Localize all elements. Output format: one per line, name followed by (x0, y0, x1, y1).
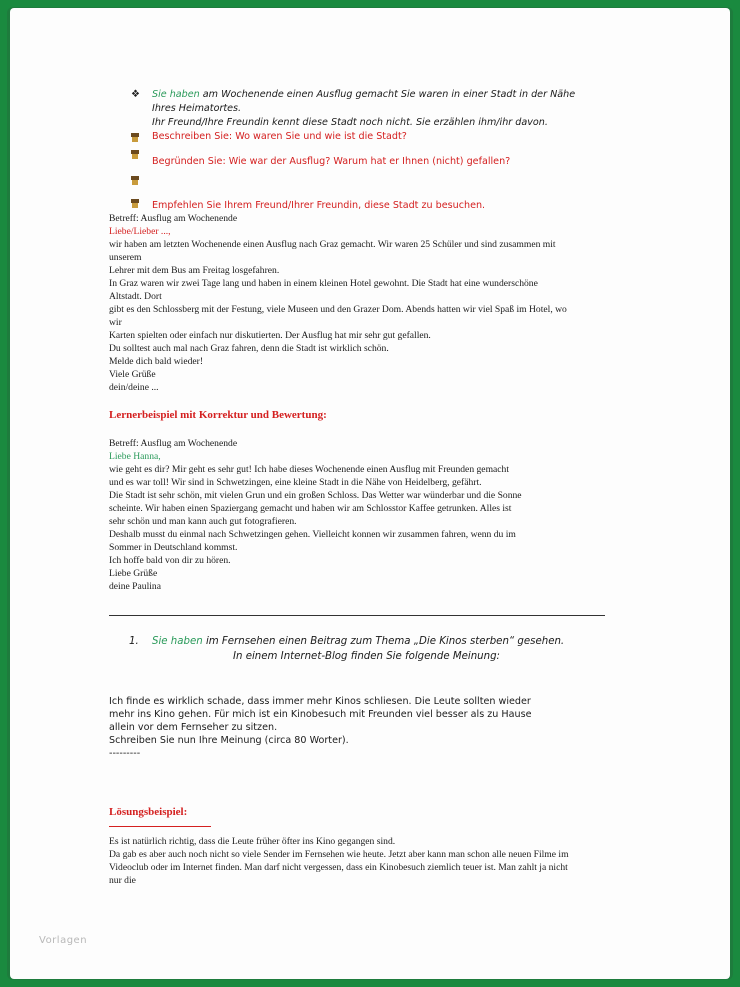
section2-line: deine Paulina (109, 581, 161, 592)
flag-bullet-icon (131, 199, 139, 208)
section2-line: wie geht es dir? Mir geht es sehr gut! Ich habe dieses Wochenende einen Ausflug mit Freunden gemacht (109, 464, 510, 475)
task2-lead: Sie haben (152, 636, 203, 647)
task1-point-4: Empfehlen Sie Ihrem Freund/Ihrer Freundin, diese Stadt zu besuchen. (152, 200, 486, 211)
task1-lead: Sie haben (152, 89, 200, 100)
letter1-line: In Graz waren wir zwei Tage lang und haben in einem kleinen Hotel gewohnt. Die Stadt hat eine wunderschöne (109, 278, 538, 289)
letter1-subject: Betreff: Ausflug am Wochenende (109, 213, 238, 224)
letter1-signature: dein/deine ... (109, 382, 159, 393)
opinion-line: Ich finde es wirklich schade, dass immer mehr Kinos schliesen. Die Leute sollten wieder (109, 696, 531, 707)
letter1-line: Melde dich bald wieder! (109, 356, 204, 367)
letter1-greeting: Liebe/Lieber ..., (109, 226, 171, 237)
solution-heading: Lösungsbeispiel: (109, 806, 188, 818)
opinion-dashes: --------- (109, 748, 141, 759)
solution-line: Da gab es aber auch noch nicht so viele Sender im Fernsehen wie heute. Jetzt aber kann man schon alle neuen Filme im (109, 849, 569, 860)
letter1-line: wir haben am letzten Wochenende einen Ausflug nach Graz gemacht. Wir waren 25 Schüler und sind zusammen mit (109, 239, 556, 250)
opinion-line: allein vor dem Fernseher zu sitzen. (109, 722, 278, 733)
task1-line2: Ihres Heimatortes. (152, 103, 242, 114)
flag-bullet-icon (131, 150, 139, 159)
section2-heading: Lernerbeispiel mit Korrektur und Bewertung: (109, 409, 327, 421)
section2-line: scheinte. Wir haben einen Spaziergang gemacht und haben wir am Schlosstor Kaffee getrunken. Alles ist (109, 503, 512, 514)
section2-line: Ich hoffe bald von dir zu hören. (109, 555, 231, 566)
section2-line: Deshalb musst du einmal nach Schwetzingen gehen. Vielleicht konnen wir zusammen fahren, wenn du im (109, 529, 516, 540)
letter1-line: gibt es den Schlossberg mit der Festung, viele Museen und den Grazer Dom. Abends hatten wir viel Spaß im Hotel, wo (109, 304, 567, 315)
solution-line: Es ist natürlich richtig, dass die Leute früher öfter ins Kino gegangen sind. (109, 836, 396, 847)
task2-number: 1. (129, 636, 139, 647)
watermark-label: Vorlagen (39, 935, 88, 946)
solution-line: Videoclub oder im Internet finden. Man darf nicht vergessen, dass ein Kinobesuch ziemlich teuer ist. Man zahlt ja nicht (109, 862, 568, 873)
opinion-line: Schreiben Sie nun Ihre Meinung (circa 80 Worter). (109, 735, 349, 746)
section2-line: Liebe Grüße (109, 568, 158, 579)
task1-point-1: Beschreiben Sie: Wo waren Sie und wie ist die Stadt? (152, 131, 407, 142)
diamond-bullet-icon: ❖ (131, 89, 140, 100)
letter1-line: Du solltest auch mal nach Graz fahren, denn die Stadt ist wirklich schön. (109, 343, 389, 354)
task1-line1 (152, 89, 575, 100)
task2-line2: In einem Internet-Blog finden Sie folgende Meinung: (233, 651, 500, 662)
task1-point-2: Begründen Sie: Wie war der Ausflug? Warum hat er Ihnen (nicht) gefallen? (152, 156, 511, 167)
letter1-line: Lehrer mit dem Bus am Freitag losgefahren. (109, 265, 280, 276)
letter1-line: Karten spielten oder einfach nur diskutierten. Der Ausflug hat mir sehr gut gefallen. (109, 330, 431, 341)
section2-line: Sommer in Deutschland kommst. (109, 542, 238, 553)
horizontal-rule (109, 615, 605, 616)
section2-subject: Betreff: Ausflug am Wochenende (109, 438, 238, 449)
section2-greeting: Liebe Hanna, (109, 451, 161, 462)
solution-underline (109, 826, 211, 827)
section2-line: sehr schön und man kann auch gut fotografieren. (109, 516, 297, 527)
letter1-line: Altstadt. Dort (109, 291, 162, 302)
section2-line: Die Stadt ist sehr schön, mit vielen Grun und ein großen Schloss. Das Wetter war wünderbar und die Sonne (109, 490, 522, 501)
section2-line: und es war toll! Wir sind in Schwetzingen, eine kleine Stadt in die Nähe von Heidelberg, gefährt. (109, 477, 482, 488)
task2-line1 (152, 636, 564, 647)
flag-bullet-icon (131, 133, 139, 142)
task1-lead-rest: am Wochenende einen Ausflug gemacht Sie waren in einer Stadt in der Nähe (199, 89, 576, 100)
flag-bullet-icon (131, 176, 139, 185)
document-page (10, 8, 730, 979)
solution-line: nur die (109, 875, 136, 886)
task1-line3: Ihr Freund/Ihre Freundin kennt diese Stadt noch nicht. Sie erzählen ihm/ihr davon. (152, 117, 548, 128)
task2-lead-rest: im Fernsehen einen Beitrag zum Thema „Die Kinos sterben“ gesehen. (202, 636, 565, 647)
letter1-line: Viele Grüße (109, 369, 156, 380)
opinion-line: mehr ins Kino gehen. Für mich ist ein Kinobesuch mit Freunden viel besser als zu Hause (109, 709, 532, 720)
letter1-line: wir (109, 317, 122, 328)
letter1-line: unserem (109, 252, 142, 263)
